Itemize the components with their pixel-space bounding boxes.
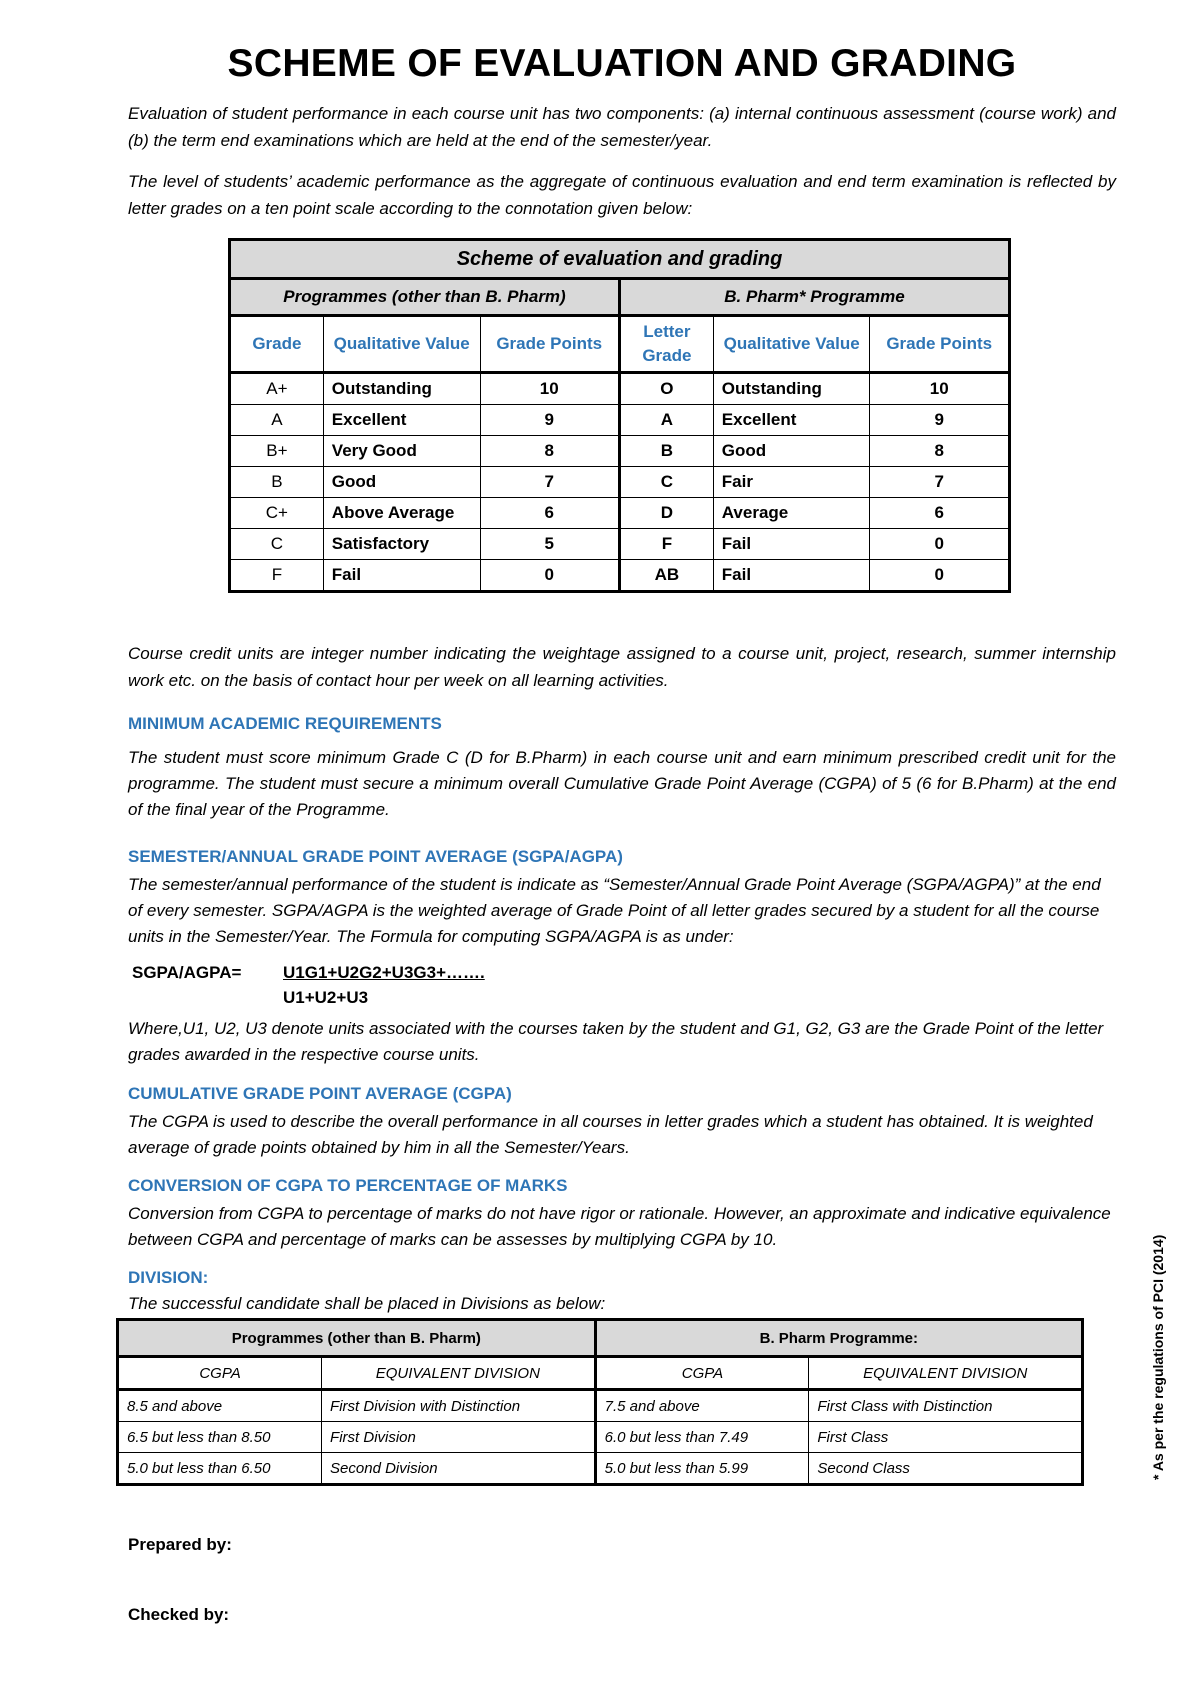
- table-row: [230, 436, 1010, 467]
- cell-division-bpharm: First Class with Distinction: [809, 1390, 1083, 1422]
- table-row: [118, 1390, 1083, 1422]
- table-row: [230, 467, 1010, 498]
- table-row: [230, 560, 1010, 592]
- grading-table: [228, 238, 1011, 593]
- checked-by-label: Checked by:: [128, 1605, 230, 1624]
- intro-paragraph-1: Evaluation of student performance in each course unit has two components: (a) internal continuous assessment (course work) and (b) the term end examinations which are held at the end of the semester/year.: [128, 104, 1116, 150]
- cell-letter-grade: B: [619, 436, 713, 467]
- cell-qualitative-bpharm: Good: [713, 436, 870, 467]
- division-group-other-programmes: Programmes (other than B. Pharm): [118, 1320, 596, 1357]
- cell-qualitative-bpharm: Fail: [713, 529, 870, 560]
- header-equivalent-division: EQUIVALENT DIVISION: [322, 1357, 596, 1390]
- intro-paragraph-2: The level of students’ academic performance as the aggregate of continuous evaluation and end term examination is reflected by letter grades on a ten point scale according to the connotation given below:: [128, 172, 1116, 218]
- cell-points: 0: [480, 560, 619, 592]
- cell-letter-grade: AB: [619, 560, 713, 592]
- sgpa-heading: SEMESTER/ANNUAL GRADE POINT AVERAGE (SGPA/AGPA): [128, 847, 623, 866]
- cell-letter-grade: A: [619, 405, 713, 436]
- cell-grade: F: [230, 560, 324, 592]
- cell-qualitative: Good: [323, 467, 480, 498]
- cell-qualitative-bpharm: Fail: [713, 560, 870, 592]
- conversion-paragraph: Conversion from CGPA to percentage of marks do not have rigor or rationale. However, an approximate and indicative equivalence between CGPA and percentage of marks can be assesses by multiplying CGPA by 10.: [128, 1204, 1111, 1249]
- cell-cgpa-bpharm: 5.0 but less than 5.99: [595, 1453, 809, 1485]
- conversion-heading: CONVERSION OF CGPA TO PERCENTAGE OF MARKS: [128, 1176, 568, 1195]
- table-row: [230, 405, 1010, 436]
- formula-denominator: U1+U2+U3: [283, 988, 369, 1007]
- cell-grade: A+: [230, 373, 324, 405]
- cell-qualitative-bpharm: Excellent: [713, 405, 870, 436]
- header-qualitative-value-bpharm: Qualitative Value: [713, 316, 870, 373]
- division-group-bpharm: B. Pharm Programme:: [595, 1320, 1082, 1357]
- table-row: [230, 498, 1010, 529]
- min-req-paragraph: The student must score minimum Grade C (D for B.Pharm) in each course unit and earn minimum prescribed credit unit for the programme. The student must secure a minimum overall Cumulative Grade Point Average (CGPA) of 5 (6 for B.Pharm) at the end of the final year of the Programme.: [128, 748, 1116, 819]
- cell-qualitative: Above Average: [323, 498, 480, 529]
- cell-points: 8: [480, 436, 619, 467]
- cell-points-bpharm: 0: [870, 529, 1010, 560]
- cell-grade: B+: [230, 436, 324, 467]
- division-table: [116, 1318, 1084, 1486]
- cell-cgpa: 5.0 but less than 6.50: [118, 1453, 322, 1485]
- cell-qualitative: Very Good: [323, 436, 480, 467]
- cell-points-bpharm: 0: [870, 560, 1010, 592]
- grading-group-bpharm: B. Pharm* Programme: [619, 279, 1009, 316]
- cell-qualitative: Outstanding: [323, 373, 480, 405]
- grading-table-caption: Scheme of evaluation and grading: [230, 240, 1010, 279]
- table-row: [230, 373, 1010, 405]
- formula-numerator: U1G1+U2G2+U3G3+…….: [283, 963, 485, 982]
- cell-points: 10: [480, 373, 619, 405]
- cell-qualitative: Satisfactory: [323, 529, 480, 560]
- sgpa-paragraph: The semester/annual performance of the student is indicate as “Semester/Annual Grade Point Average (SGPA/AGPA)” at the end of every semester. SGPA/AGPA is the weighted average of Grade Point of all letter grades secured by a student for all the course units in the Semester/Year. The Formula for computing SGPA/AGPA is as under:: [128, 875, 1101, 946]
- division-paragraph: The successful candidate shall be placed in Divisions as below:: [128, 1294, 606, 1313]
- prepared-by-label: Prepared by:: [128, 1535, 232, 1554]
- cell-cgpa-bpharm: 6.0 but less than 7.49: [595, 1422, 809, 1453]
- cell-division: First Division with Distinction: [322, 1390, 596, 1422]
- header-grade: Grade: [230, 316, 324, 373]
- cell-qualitative-bpharm: Average: [713, 498, 870, 529]
- credit-units-paragraph: Course credit units are integer number indicating the weightage assigned to a course unit, project, research, summer internship work etc. on the basis of contact hour per week on all learning activities.: [128, 644, 1116, 690]
- cell-cgpa-bpharm: 7.5 and above: [595, 1390, 809, 1422]
- min-req-heading: MINIMUM ACADEMIC REQUIREMENTS: [128, 714, 442, 733]
- cell-grade: C+: [230, 498, 324, 529]
- header-grade-points-bpharm: Grade Points: [870, 316, 1010, 373]
- side-note: * As per the regulations of PCI (2014): [1150, 1234, 1166, 1480]
- header-cgpa-bpharm: CGPA: [595, 1357, 809, 1390]
- cell-qualitative-bpharm: Fair: [713, 467, 870, 498]
- cell-letter-grade: D: [619, 498, 713, 529]
- cell-points-bpharm: 7: [870, 467, 1010, 498]
- cgpa-heading: CUMULATIVE GRADE POINT AVERAGE (CGPA): [128, 1084, 512, 1103]
- grading-group-other-programmes: Programmes (other than B. Pharm): [230, 279, 620, 316]
- header-grade-points: Grade Points: [480, 316, 619, 373]
- cgpa-paragraph: The CGPA is used to describe the overall performance in all courses in letter grades which a student has obtained. It is weighted average of grade points obtained by him in all the Semester/Years.: [128, 1112, 1093, 1157]
- cell-division: First Division: [322, 1422, 596, 1453]
- cell-points: 9: [480, 405, 619, 436]
- cell-qualitative-bpharm: Outstanding: [713, 373, 870, 405]
- cell-letter-grade: O: [619, 373, 713, 405]
- cell-letter-grade: F: [619, 529, 713, 560]
- header-qualitative-value: Qualitative Value: [323, 316, 480, 373]
- formula-label: SGPA/AGPA=: [132, 963, 242, 982]
- cell-points-bpharm: 8: [870, 436, 1010, 467]
- cell-grade: A: [230, 405, 324, 436]
- table-row: [118, 1453, 1083, 1485]
- table-row: [118, 1422, 1083, 1453]
- table-row: [230, 529, 1010, 560]
- cell-qualitative: Fail: [323, 560, 480, 592]
- formula-where-paragraph: Where,U1, U2, U3 denote units associated with the courses taken by the student and G1, G2, G3 are the Grade Point of the letter grades awarded in the respective course units.: [128, 1019, 1104, 1064]
- cell-grade: C: [230, 529, 324, 560]
- header-equivalent-division-bpharm: EQUIVALENT DIVISION: [809, 1357, 1083, 1390]
- cell-points-bpharm: 10: [870, 373, 1010, 405]
- cell-points-bpharm: 6: [870, 498, 1010, 529]
- page-title: SCHEME OF EVALUATION AND GRADING: [227, 42, 1017, 85]
- cell-division: Second Division: [322, 1453, 596, 1485]
- cell-points-bpharm: 9: [870, 405, 1010, 436]
- cell-qualitative: Excellent: [323, 405, 480, 436]
- header-letter-grade: Letter Grade: [619, 316, 713, 373]
- cell-cgpa: 6.5 but less than 8.50: [118, 1422, 322, 1453]
- cell-letter-grade: C: [619, 467, 713, 498]
- cell-points: 7: [480, 467, 619, 498]
- division-heading: DIVISION:: [128, 1268, 209, 1287]
- cell-grade: B: [230, 467, 324, 498]
- header-cgpa: CGPA: [118, 1357, 322, 1390]
- cell-division-bpharm: Second Class: [809, 1453, 1083, 1485]
- cell-points: 6: [480, 498, 619, 529]
- cell-cgpa: 8.5 and above: [118, 1390, 322, 1422]
- cell-division-bpharm: First Class: [809, 1422, 1083, 1453]
- cell-points: 5: [480, 529, 619, 560]
